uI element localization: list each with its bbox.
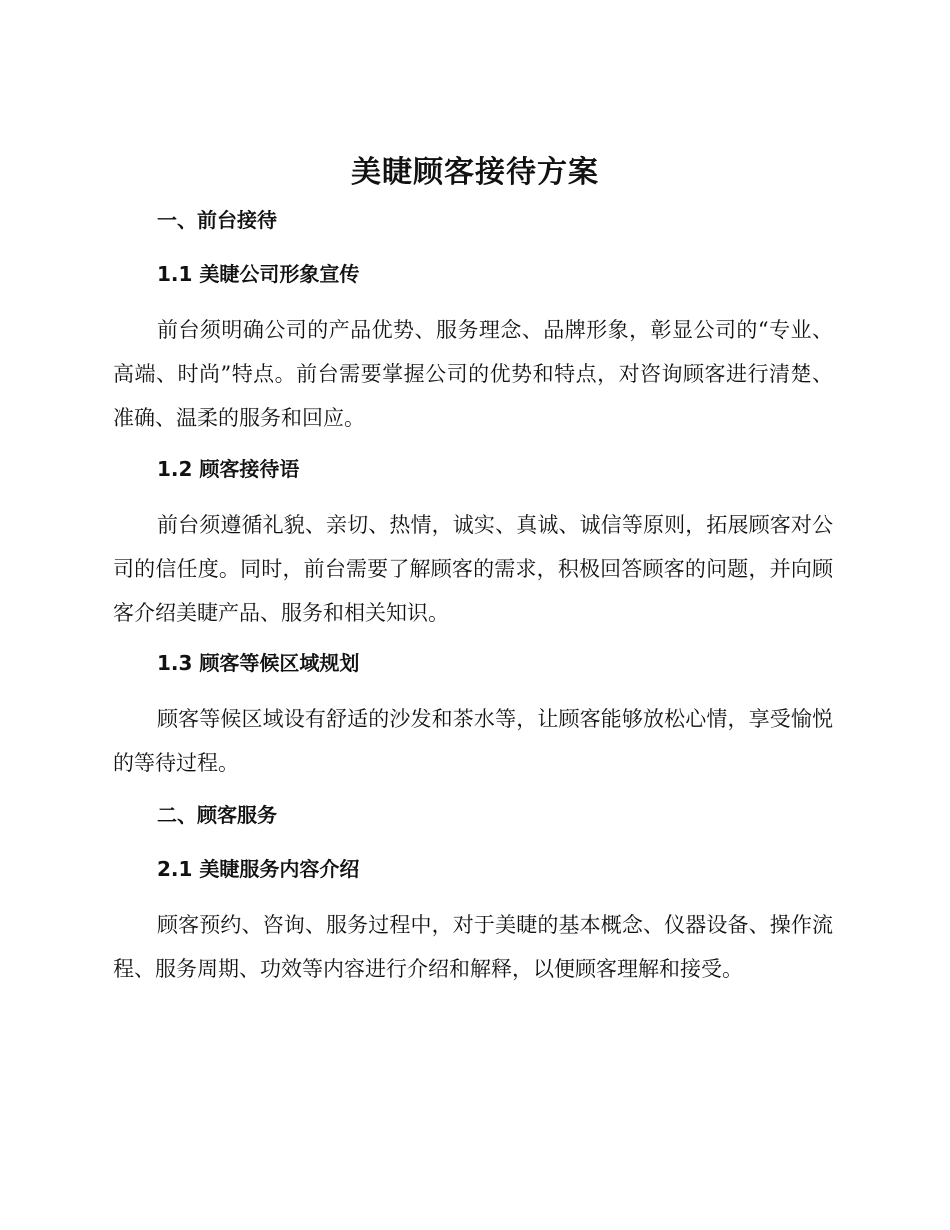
section-heading-front-desk: 一、前台接待: [157, 208, 277, 232]
subsection-heading-1-3: 1.3 顾客等候区域规划: [157, 651, 360, 675]
subsection-heading-1-1: 1.1 美睫公司形象宣传: [157, 262, 360, 286]
section-heading-customer-service: 二、顾客服务: [157, 803, 277, 827]
page-title: 美睫顾客接待方案: [351, 155, 599, 190]
paragraph-1-1: 前台须明确公司的产品优势、服务理念、品牌形象，彰显公司的“专业、高端、时尚”特点。前台需要掌握公司的优势和特点，对咨询顾客进行清楚、准确、温柔的服务和回应。: [113, 318, 833, 430]
paragraph-1-2: 前台须遵循礼貌、亲切、热情，诚实、真诚、诚信等原则，拓展顾客对公司的信任度。同时，前台需要了解顾客的需求，积极回答顾客的问题，并向顾客介绍美睫产品、服务和相关知识。: [113, 513, 833, 625]
paragraph-2-1: 顾客预约、咨询、服务过程中，对于美睫的基本概念、仪器设备、操作流程、服务周期、功效等内容进行介绍和解释，以便顾客理解和接受。: [113, 913, 833, 981]
paragraph-1-3: 顾客等候区域设有舒适的沙发和茶水等，让顾客能够放松心情，享受愉悦的等待过程。: [113, 707, 833, 775]
subsection-heading-2-1: 2.1 美睫服务内容介绍: [157, 857, 360, 881]
subsection-heading-1-2: 1.2 顾客接待语: [157, 457, 300, 481]
